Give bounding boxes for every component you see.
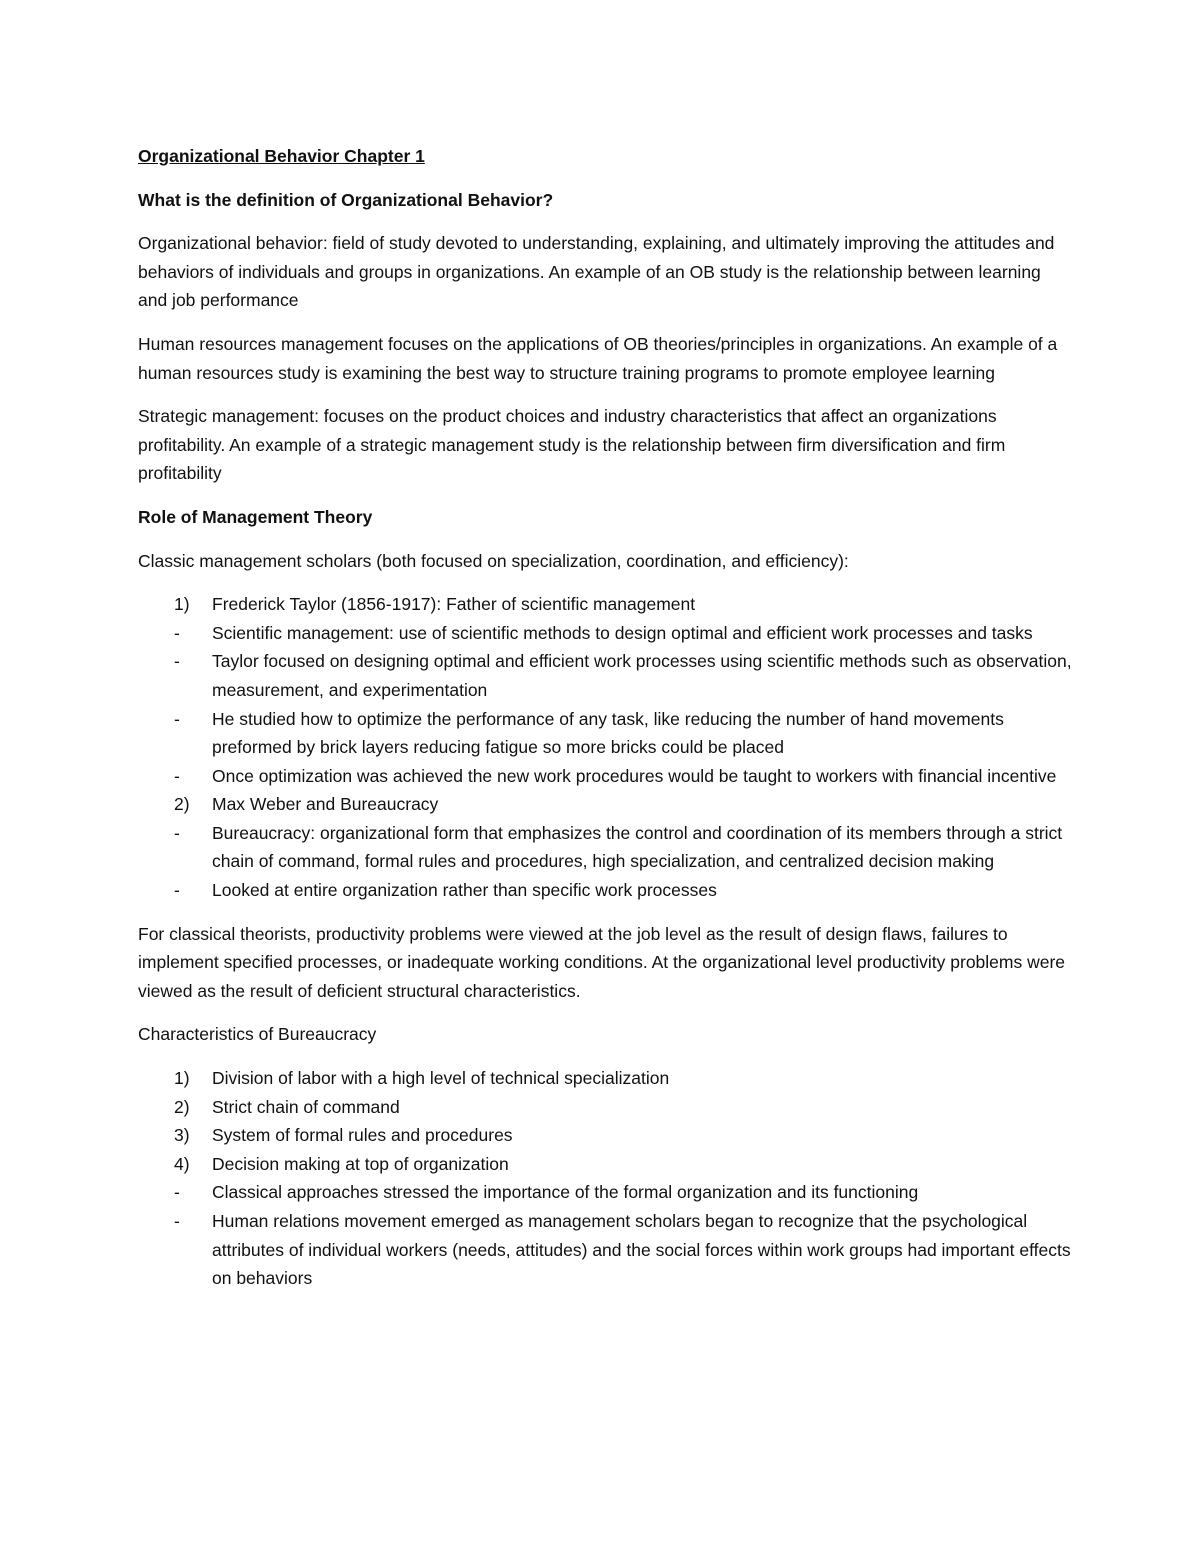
list-marker: -: [174, 1182, 180, 1203]
characteristics-of-bureaucracy-heading: Characteristics of Bureaucracy: [138, 1024, 377, 1045]
list-marker: 4): [174, 1153, 190, 1174]
list-item: [138, 1150, 1073, 1179]
list-item-text: Classical approaches stressed the importance of the formal organization and its functioning: [212, 1182, 919, 1203]
classic-scholars-list: [138, 590, 1073, 905]
list-item: [138, 819, 1073, 876]
classical-theorists-paragraph: For classical theorists, productivity problems were viewed at the job level as the result of design flaws, failures to implement specified processes, or inadequate working conditions. At the organizational level productivity problems were viewed as the result of deficient structural characteristics.: [138, 923, 1066, 1001]
list-item-text: Looked at entire organization rather than specific work processes: [212, 880, 717, 901]
list-marker: -: [174, 651, 180, 672]
list-marker: 2): [174, 1096, 190, 1117]
list-item: [138, 619, 1073, 648]
list-item: [138, 1064, 1073, 1093]
document-page: [138, 142, 1073, 1308]
list-item-text: Max Weber and Bureaucracy: [212, 794, 439, 815]
list-marker: -: [174, 822, 180, 843]
list-item-text: Decision making at top of organization: [212, 1153, 509, 1174]
list-item-text: Bureaucracy: organizational form that emphasizes the control and coordination of its members through a strict chain of command, formal rules and procedures, high specialization, and centralized decision making: [212, 822, 1063, 872]
classic-scholars-intro: Classic management scholars (both focused on specialization, coordination, and efficiency):: [138, 550, 849, 571]
list-marker: -: [174, 622, 180, 643]
list-marker: 3): [174, 1125, 190, 1146]
list-item-text: Division of labor with a high level of technical specialization: [212, 1068, 670, 1089]
list-item-text: He studied how to optimize the performance of any task, like reducing the number of hand movements preformed by brick layers reducing fatigue so more bricks could be placed: [212, 708, 1004, 758]
list-item-text: Once optimization was achieved the new work procedures would be taught to workers with financial incentive: [212, 765, 1057, 786]
list-marker: -: [174, 708, 180, 729]
list-item: [138, 1121, 1073, 1150]
document-title: Organizational Behavior Chapter 1: [138, 146, 425, 166]
list-marker: 1): [174, 1068, 190, 1089]
list-item-text: System of formal rules and procedures: [212, 1125, 513, 1146]
list-item-text: Frederick Taylor (1856-1917): Father of scientific management: [212, 594, 696, 615]
list-item: [138, 876, 1073, 905]
list-marker: -: [174, 880, 180, 901]
list-marker: 1): [174, 594, 190, 615]
list-item: [138, 590, 1073, 619]
paragraph-organizational-behavior: Organizational behavior: field of study devoted to understanding, explaining, and ultimately improving the attitudes and behaviors of individuals and groups in organizations. An example of an OB study is the relationship between learning and job performance: [138, 233, 1055, 311]
list-marker: -: [174, 1211, 180, 1231]
list-item: [138, 1178, 1073, 1207]
list-marker: 2): [174, 794, 190, 815]
bureaucracy-characteristics-list: [138, 1064, 1073, 1293]
list-item-text: Scientific management: use of scientific methods to design optimal and efficient work processes and tasks: [212, 622, 1033, 643]
list-item-text: Taylor focused on designing optimal and efficient work processes using scientific methods such as observation, measurement, and experimentation: [212, 651, 1072, 700]
paragraph-strategic-management: Strategic management: focuses on the product choices and industry characteristics that affect an organizations profitability. An example of a strategic management study is the relationship between firm diversification and firm profitability: [138, 406, 1006, 484]
list-item: [138, 762, 1073, 791]
role-of-management-theory-heading: Role of Management Theory: [138, 506, 373, 527]
list-item: [138, 790, 1073, 819]
list-item: [138, 647, 1073, 704]
list-item-text: Strict chain of command: [212, 1096, 400, 1117]
list-marker: -: [174, 765, 180, 786]
list-item: [138, 1207, 1073, 1293]
list-item-text: Human relations movement emerged as management scholars began to recognize that the psychological attributes of individual workers (needs, attitudes) and the social forces within work groups had important effects on behaviors: [212, 1211, 1071, 1289]
paragraph-human-resources: Human resources management focuses on the applications of OB theories/principles in organizations. An example of a human resources study is examining the best way to structure training programs to promote employee learning: [138, 333, 1058, 383]
list-item: [138, 1093, 1073, 1122]
list-item: [138, 705, 1073, 762]
definition-question-heading: What is the definition of Organizational Behavior?: [138, 189, 554, 210]
